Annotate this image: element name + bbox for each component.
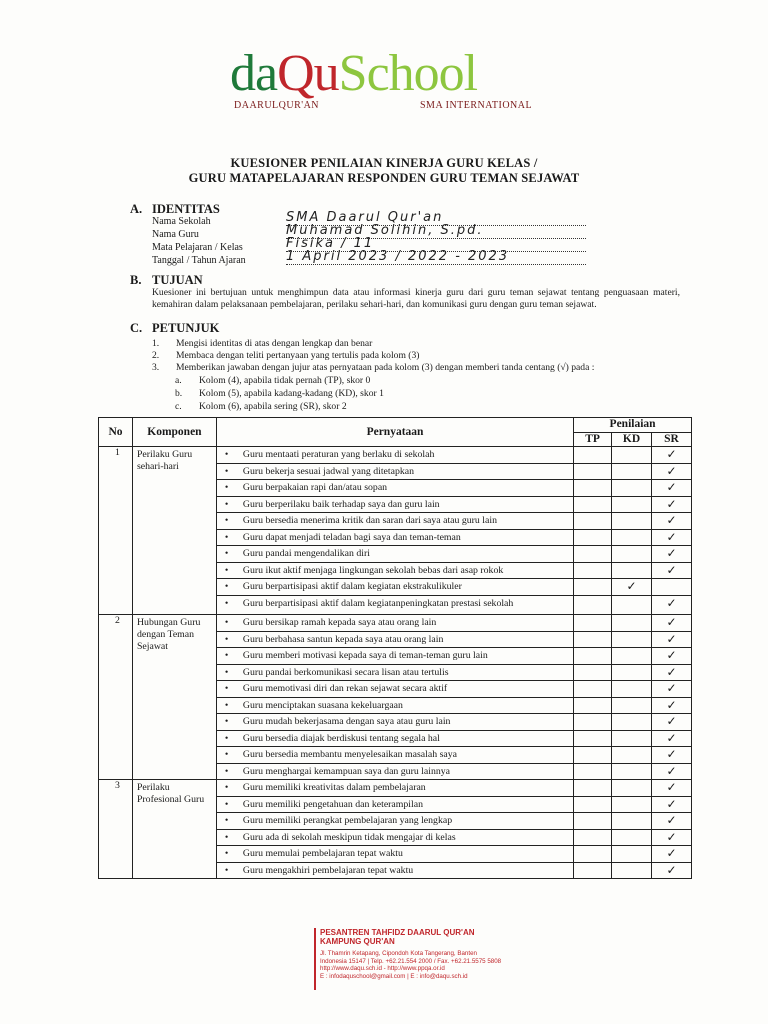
statement-text: Guru menghargai kemampuan saya dan guru lainnya bbox=[242, 765, 451, 777]
rating-cell-kd[interactable] bbox=[612, 496, 652, 513]
row-number: 3 bbox=[99, 780, 133, 879]
identity-label: Tanggal / Tahun Ajaran bbox=[152, 255, 246, 266]
statement bbox=[216, 730, 573, 747]
bullet: • bbox=[224, 848, 229, 859]
rating-cell-tp[interactable] bbox=[574, 862, 612, 879]
statement bbox=[216, 615, 573, 632]
rating-cell-kd[interactable] bbox=[612, 546, 652, 563]
statement bbox=[216, 796, 573, 813]
statement bbox=[216, 496, 573, 513]
instruction-substep: b. Kolom (5), apabila kadang-kadang (KD), skor 1 bbox=[175, 388, 384, 399]
rating-cell-kd[interactable] bbox=[612, 763, 652, 780]
check-mark-icon: ✓ bbox=[666, 546, 677, 560]
logo-subtitle-left: DAARULQUR'AN bbox=[234, 100, 320, 111]
bullet: • bbox=[224, 732, 229, 744]
bullet: • bbox=[224, 564, 229, 576]
rating-cell-sr[interactable] bbox=[652, 730, 692, 747]
statement bbox=[216, 579, 573, 596]
bullet: • bbox=[224, 515, 229, 526]
rating-cell-kd[interactable] bbox=[612, 681, 652, 698]
statement bbox=[216, 529, 573, 546]
statement bbox=[216, 513, 573, 530]
rating-cell-kd[interactable] bbox=[612, 463, 652, 480]
rating-cell-tp[interactable] bbox=[574, 513, 612, 530]
rating-cell-sr[interactable] bbox=[652, 562, 692, 579]
rating-cell-kd[interactable] bbox=[612, 829, 652, 846]
rating-cell-tp[interactable] bbox=[574, 480, 612, 497]
rating-cell-tp[interactable] bbox=[574, 681, 612, 698]
rating-cell-sr[interactable] bbox=[652, 496, 692, 513]
bullet: • bbox=[224, 864, 229, 876]
logo-subtitle-right: SMA INTERNATIONAL bbox=[420, 100, 533, 111]
footer-heading2: KAMPUNG QUR'AN bbox=[320, 937, 395, 946]
statement bbox=[216, 648, 573, 665]
bullet: • bbox=[224, 548, 229, 559]
row-number: 1 bbox=[99, 447, 133, 615]
bullet: • bbox=[224, 749, 229, 760]
check-mark-icon: ✓ bbox=[666, 631, 677, 646]
header-tp: TP bbox=[574, 432, 612, 447]
statement bbox=[216, 664, 573, 681]
instruction-step: 1. Mengisi identitas di atas dengan lengkap dan benar bbox=[152, 338, 373, 349]
rating-cell-sr[interactable] bbox=[652, 447, 692, 464]
identity-field bbox=[152, 210, 444, 227]
identity-value: Muhamad Solihin, S.pd. bbox=[286, 223, 586, 239]
statement-text: Guru memotivasi diri dan rekan sejawat secara aktif bbox=[242, 683, 448, 694]
tujuan-text: Kuesioner ini bertujuan untuk menghimpun data atau informasi kinerja guru dari guru teman sejawat tentang penguasaan materi, kemahiran dalam pelaksanaan pembelajaran, perilaku sehari-hari, dan komunikasi guru dengan guru teman sejawat. bbox=[152, 287, 680, 310]
rating-cell-tp[interactable] bbox=[574, 747, 612, 764]
instruction-substep: c. Kolom (6), apabila sering (SR), skor 2 bbox=[175, 401, 347, 412]
table-row bbox=[99, 447, 692, 464]
statement-text: Guru berpartisipasi aktif dalam kegiatan ekstrakulikuler bbox=[242, 581, 462, 592]
bullet: • bbox=[224, 597, 229, 609]
identity-value: Fisika / 11 bbox=[286, 236, 586, 252]
statement-text: Guru memulai pembelajaran tepat waktu bbox=[242, 848, 403, 859]
rating-cell-tp[interactable] bbox=[574, 763, 612, 780]
check-mark-icon: ✓ bbox=[666, 513, 677, 527]
footer-line4: E : infodaquschool@gmail.com | E : info@daqu.sch.id bbox=[320, 972, 468, 980]
rating-cell-tp[interactable] bbox=[574, 595, 612, 615]
statement-text: Guru menciptakan suasana kekeluargaan bbox=[242, 699, 403, 711]
rating-cell-kd[interactable] bbox=[612, 631, 652, 648]
rating-cell-kd[interactable] bbox=[612, 562, 652, 579]
rating-cell-sr[interactable] bbox=[652, 796, 692, 813]
statement-text: Guru bersedia menerima kritik dan saran dari saya atau guru lain bbox=[242, 515, 497, 526]
header-penilaian: Penilaian bbox=[574, 418, 692, 433]
check-mark-icon: ✓ bbox=[666, 829, 677, 844]
rating-cell-kd[interactable] bbox=[612, 529, 652, 546]
identity-label: Nama Guru bbox=[152, 229, 199, 240]
component-name: Perilaku Profesional Guru bbox=[132, 780, 216, 879]
check-mark-icon: ✓ bbox=[666, 763, 677, 778]
rating-cell-tp[interactable] bbox=[574, 714, 612, 731]
footer-heading1: PESANTREN TAHFIDZ DAARUL QUR'AN bbox=[320, 928, 475, 937]
check-mark-icon: ✓ bbox=[666, 846, 677, 860]
check-mark-icon: ✓ bbox=[666, 813, 677, 827]
statement bbox=[216, 697, 573, 714]
statement-text: Guru memiliki pengetahuan dan keterampilan bbox=[242, 798, 423, 810]
rating-cell-sr[interactable] bbox=[652, 862, 692, 879]
rating-cell-kd[interactable] bbox=[612, 513, 652, 530]
instruction-step: 3. Memberikan jawaban dengan jujur atas pernyataan pada kolom (3) dengan memberi tanda centang (√) pada : bbox=[152, 362, 595, 373]
check-mark-icon: ✓ bbox=[666, 697, 677, 712]
rating-cell-tp[interactable] bbox=[574, 664, 612, 681]
statement-text: Guru berperilaku baik terhadap saya dan guru lain bbox=[242, 498, 440, 510]
statement bbox=[216, 562, 573, 579]
check-mark-icon: ✓ bbox=[666, 714, 677, 728]
statement bbox=[216, 546, 573, 563]
instruction-step: 2. Membaca dengan teliti pertanyaan yang tertulis pada kolom (3) bbox=[152, 350, 420, 361]
rating-cell-sr[interactable] bbox=[652, 648, 692, 665]
statement-text: Guru mentaati peraturan yang berlaku di sekolah bbox=[242, 449, 435, 460]
rating-cell-tp[interactable] bbox=[574, 730, 612, 747]
bullet: • bbox=[224, 683, 229, 694]
rating-cell-sr[interactable] bbox=[652, 697, 692, 714]
statement-text: Guru bekerja sesuai jadwal yang ditetapkan bbox=[242, 465, 415, 477]
bullet: • bbox=[224, 465, 229, 477]
rating-cell-kd[interactable] bbox=[612, 796, 652, 813]
check-mark-icon: ✓ bbox=[666, 862, 677, 877]
statement-text: Guru memiliki perangkat pembelajaran yang lengkap bbox=[242, 815, 453, 826]
component-name: Perilaku Guru sehari-hari bbox=[132, 447, 216, 615]
header-no: No bbox=[99, 418, 133, 447]
rating-cell-sr[interactable] bbox=[652, 615, 692, 632]
footer-address bbox=[320, 928, 550, 980]
rating-cell-sr[interactable] bbox=[652, 579, 692, 596]
rating-cell-tp[interactable] bbox=[574, 447, 612, 464]
statement bbox=[216, 447, 573, 464]
rating-cell-sr[interactable] bbox=[652, 546, 692, 563]
rating-cell-kd[interactable] bbox=[612, 615, 652, 632]
rating-cell-kd[interactable] bbox=[612, 480, 652, 497]
table-row bbox=[99, 615, 692, 632]
bullet: • bbox=[224, 831, 229, 843]
rating-cell-sr[interactable] bbox=[652, 529, 692, 546]
rating-cell-tp[interactable] bbox=[574, 496, 612, 513]
rating-cell-kd[interactable] bbox=[612, 595, 652, 615]
document-title-line2: GURU MATAPELAJARAN RESPONDEN GURU TEMAN SEJAWAT bbox=[188, 171, 580, 185]
identity-field bbox=[152, 223, 484, 240]
statement-text: Guru mudah bekerjasama dengan saya atau guru lain bbox=[242, 716, 451, 727]
bullet: • bbox=[224, 498, 229, 510]
rating-cell-sr[interactable] bbox=[652, 480, 692, 497]
statement bbox=[216, 829, 573, 846]
footer-line3: http://www.daqu.sch.id - http://www.ppqa.or.id bbox=[320, 965, 445, 972]
bullet: • bbox=[224, 815, 229, 826]
check-mark-icon: ✓ bbox=[666, 730, 677, 745]
check-mark-icon: ✓ bbox=[666, 595, 677, 610]
bullet: • bbox=[224, 650, 229, 661]
rating-cell-tp[interactable] bbox=[574, 615, 612, 632]
statement-text: Guru berpartisipasi aktif dalam kegiatanpeningkatan prestasi sekolah bbox=[242, 597, 514, 609]
statement-text: Guru ikut aktif menjaga lingkungan sekolah bebas dari asap rokok bbox=[242, 564, 504, 576]
footer-line1: Jl. Thamrin Ketapang, Cipondoh Kota Tangerang, Banten bbox=[320, 950, 477, 957]
statement-text: Guru ada di sekolah meskipun tidak mengajar di kelas bbox=[242, 831, 456, 843]
document-title-line1: KUESIONER PENILAIAN KINERJA GURU KELAS / bbox=[230, 156, 538, 170]
bullet: • bbox=[224, 798, 229, 810]
statement-text: Guru berpakaian rapi dan/atau sopan bbox=[242, 482, 388, 493]
bullet: • bbox=[224, 666, 229, 678]
rating-cell-sr[interactable] bbox=[652, 513, 692, 530]
check-mark-icon: ✓ bbox=[666, 780, 677, 794]
instruction-substep: a. Kolom (4), apabila tidak pernah (TP), skor 0 bbox=[175, 375, 371, 386]
check-mark-icon: ✓ bbox=[626, 579, 637, 593]
row-number: 2 bbox=[99, 615, 133, 780]
statement-text: Guru bersikap ramah kepada saya atau orang lain bbox=[242, 617, 437, 628]
rating-cell-sr[interactable] bbox=[652, 714, 692, 731]
rating-cell-kd[interactable] bbox=[612, 780, 652, 797]
section-petunjuk-heading: C. PETUNJUK bbox=[130, 321, 220, 335]
statement bbox=[216, 780, 573, 797]
rating-cell-tp[interactable] bbox=[574, 697, 612, 714]
assessment-table bbox=[98, 417, 692, 879]
rating-cell-sr[interactable] bbox=[652, 829, 692, 846]
statement-text: Guru dapat menjadi teladan bagi saya dan teman-teman bbox=[242, 531, 461, 543]
check-mark-icon: ✓ bbox=[666, 796, 677, 811]
identity-label: Mata Pelajaran / Kelas bbox=[152, 242, 243, 253]
rating-cell-kd[interactable] bbox=[612, 664, 652, 681]
statement bbox=[216, 463, 573, 480]
rating-cell-tp[interactable] bbox=[574, 529, 612, 546]
rating-cell-tp[interactable] bbox=[574, 463, 612, 480]
footer-line2: Indonesia 15147 | Telp. +62.21.554 2000 / Fax. +62.21.5575 5808 bbox=[320, 957, 502, 965]
check-mark-icon: ✓ bbox=[666, 562, 677, 577]
footer-accent-bar bbox=[314, 928, 316, 990]
statement-text: Guru memberi motivasi kepada saya di teman-teman guru lain bbox=[242, 650, 488, 661]
rating-cell-tp[interactable] bbox=[574, 631, 612, 648]
rating-cell-tp[interactable] bbox=[574, 846, 612, 863]
rating-cell-tp[interactable] bbox=[574, 796, 612, 813]
rating-cell-kd[interactable] bbox=[612, 697, 652, 714]
section-tujuan-heading: B. TUJUAN bbox=[130, 273, 203, 287]
rating-cell-tp[interactable] bbox=[574, 579, 612, 596]
rating-cell-tp[interactable] bbox=[574, 813, 612, 830]
check-mark-icon: ✓ bbox=[666, 463, 677, 478]
rating-cell-kd[interactable] bbox=[612, 579, 652, 596]
check-mark-icon: ✓ bbox=[666, 447, 677, 461]
statement bbox=[216, 763, 573, 780]
check-mark-icon: ✓ bbox=[666, 496, 677, 511]
rating-cell-sr[interactable] bbox=[652, 763, 692, 780]
bullet: • bbox=[224, 617, 229, 628]
table-row bbox=[99, 780, 692, 797]
rating-cell-sr[interactable] bbox=[652, 813, 692, 830]
bullet: • bbox=[224, 531, 229, 543]
statement bbox=[216, 480, 573, 497]
identity-value: SMA Daarul Qur'an bbox=[286, 210, 586, 226]
statement-text: Guru pandai berkomunikasi secara lisan atau tertulis bbox=[242, 666, 449, 678]
rating-cell-tp[interactable] bbox=[574, 829, 612, 846]
rating-cell-sr[interactable] bbox=[652, 595, 692, 615]
rating-cell-sr[interactable] bbox=[652, 846, 692, 863]
logo-wordmark: daQuSchool bbox=[230, 45, 478, 102]
bullet: • bbox=[224, 782, 229, 793]
rating-cell-kd[interactable] bbox=[612, 813, 652, 830]
identity-label: Nama Sekolah bbox=[152, 216, 211, 227]
header-sr: SR bbox=[652, 432, 692, 447]
statement-text: Guru bersedia diajak berdiskusi tentang segala hal bbox=[242, 732, 440, 744]
check-mark-icon: ✓ bbox=[666, 480, 677, 494]
statement-text: Guru memiliki kreativitas dalam pembelajaran bbox=[242, 782, 426, 793]
header-kd: KD bbox=[612, 432, 652, 447]
rating-cell-kd[interactable] bbox=[612, 730, 652, 747]
header-pernyataan: Pernyataan bbox=[216, 418, 573, 447]
rating-cell-kd[interactable] bbox=[612, 747, 652, 764]
rating-cell-kd[interactable] bbox=[612, 447, 652, 464]
rating-cell-tp[interactable] bbox=[574, 648, 612, 665]
statement bbox=[216, 631, 573, 648]
identity-field bbox=[152, 236, 375, 253]
statement bbox=[216, 846, 573, 863]
header-komponen: Komponen bbox=[132, 418, 216, 447]
rating-cell-kd[interactable] bbox=[612, 714, 652, 731]
bullet: • bbox=[224, 716, 229, 727]
statement-text: Guru pandai mengendalikan diri bbox=[242, 548, 370, 559]
statement-text: Guru berbahasa santun kepada saya atau orang lain bbox=[242, 633, 444, 645]
statement bbox=[216, 747, 573, 764]
check-mark-icon: ✓ bbox=[666, 747, 677, 761]
check-mark-icon: ✓ bbox=[666, 681, 677, 695]
bullet: • bbox=[224, 482, 229, 493]
rating-cell-sr[interactable] bbox=[652, 681, 692, 698]
rating-cell-sr[interactable] bbox=[652, 631, 692, 648]
identity-value: 1 April 2023 / 2022 - 2023 bbox=[286, 249, 586, 265]
check-mark-icon: ✓ bbox=[666, 615, 677, 629]
check-mark-icon: ✓ bbox=[666, 529, 677, 544]
rating-cell-tp[interactable] bbox=[574, 546, 612, 563]
rating-cell-kd[interactable] bbox=[612, 648, 652, 665]
statement bbox=[216, 681, 573, 698]
bullet: • bbox=[224, 699, 229, 711]
statement-text: Guru mengakhiri pembelajaran tepat waktu bbox=[242, 864, 414, 876]
statement bbox=[216, 813, 573, 830]
rating-cell-sr[interactable] bbox=[652, 747, 692, 764]
rating-cell-kd[interactable] bbox=[612, 862, 652, 879]
statement bbox=[216, 714, 573, 731]
check-mark-icon: ✓ bbox=[666, 664, 677, 679]
bullet: • bbox=[224, 765, 229, 777]
rating-cell-sr[interactable] bbox=[652, 463, 692, 480]
statement-text: Guru bersedia membantu menyelesaikan masalah saya bbox=[242, 749, 457, 760]
component-name: Hubungan Guru dengan Teman Sejawat bbox=[132, 615, 216, 780]
rating-cell-tp[interactable] bbox=[574, 780, 612, 797]
bullet: • bbox=[224, 449, 229, 460]
statement bbox=[216, 862, 573, 879]
rating-cell-sr[interactable] bbox=[652, 664, 692, 681]
rating-cell-kd[interactable] bbox=[612, 846, 652, 863]
school-logo bbox=[230, 45, 550, 118]
identity-field bbox=[152, 249, 510, 266]
statement bbox=[216, 595, 573, 615]
check-mark-icon: ✓ bbox=[666, 648, 677, 662]
bullet: • bbox=[224, 581, 229, 592]
bullet: • bbox=[224, 633, 229, 645]
section-identitas-heading: A. IDENTITAS bbox=[130, 202, 220, 216]
rating-cell-sr[interactable] bbox=[652, 780, 692, 797]
rating-cell-tp[interactable] bbox=[574, 562, 612, 579]
